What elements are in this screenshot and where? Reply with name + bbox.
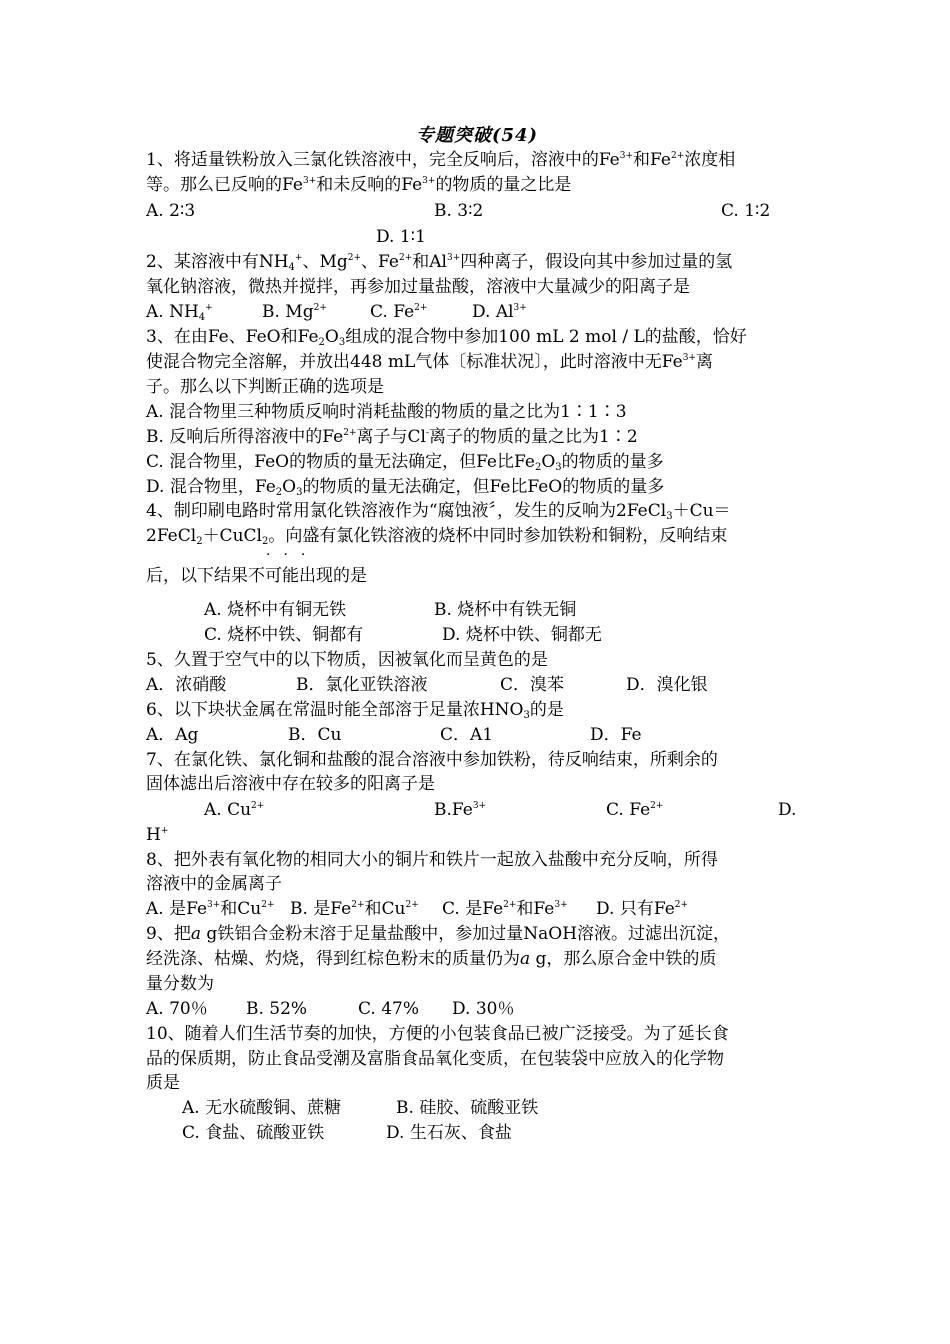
q9-option-c: C. 47% bbox=[358, 999, 419, 1019]
q7-stem-line2: 固体滤出后溶液中存在较多的阳离子是 bbox=[146, 774, 435, 794]
q10-option-d: D. 生石灰、食盐 bbox=[386, 1123, 512, 1143]
q5-stem: 5、久置于空气中的以下物质，因被氧化而呈黄色的是 bbox=[146, 650, 548, 670]
q4-option-a: A. 烧杯中有铜无铁 bbox=[204, 600, 347, 620]
q9-stem-line2: 经洗涤、枯燥、灼烧，得到红棕色粉末的质量仍为a g，那么原合金中铁的质 bbox=[146, 949, 717, 969]
q9-stem-line1: 9、把a g铁铝合金粉末溶于足量盐酸中，参加过量NaOH溶液。过滤出沉淀， bbox=[146, 924, 731, 944]
q10-stem-line2: 品的保质期，防止食品受潮及富脂食品氧化变质，在包装袋中应放入的化学物 bbox=[146, 1049, 724, 1069]
q4-option-c: C. 烧杯中铁、铜都有 bbox=[204, 625, 364, 645]
q3-option-a: A. 混合物里三种物质反响时消耗盐酸的物质的量之比为1∶1∶3 bbox=[146, 402, 627, 422]
q6-option-b: B．Cu bbox=[288, 725, 342, 745]
q2-option-a: A. $NH_4^+$ bbox=[146, 302, 213, 323]
q9-option-d: D. 30％ bbox=[452, 999, 515, 1019]
q10-stem-line1: 10、随着人们生活节奏的加快，方便的小包装食品已被广泛接受。为了延长食 bbox=[146, 1024, 729, 1044]
q8-option-a: A. 是$Fe^{3+}$和$Cu^{2+}$ bbox=[146, 899, 275, 919]
q8-stem-line2: 溶液中的金属离子 bbox=[146, 874, 282, 894]
q2-option-b: B. $Mg^{2+}$ bbox=[262, 302, 327, 322]
q3-option-d: D. 混合物里，$Fe_2O_3$的物质的量无法确定，但Fe比FeO的物质的量多 bbox=[146, 477, 665, 498]
q3-stem-line1: 3、在由Fe、FeO和$Fe_2O_3$组成的混合物中参加100 mL 2 mol / L的盐酸，恰好 bbox=[146, 327, 747, 348]
q2-stem-line2: 氧化钠溶液，微热并搅拌，再参加过量盐酸，溶液中大量减少的阳离子是 bbox=[146, 277, 690, 297]
q8-stem-line1: 8、把外表有氧化物的相同大小的铜片和铁片一起放入盐酸中充分反响，所得 bbox=[146, 850, 718, 870]
q4-stem-line1: 4、制印刷电路时常用氯化铁溶液作为“腐蚀液〞，发生的反响为2FeCl$_3$＋Cu＝ bbox=[146, 501, 731, 522]
q7-option-d: H+ bbox=[146, 825, 169, 845]
q1-option-a: A. 2∶3 bbox=[146, 201, 196, 221]
q6-stem: 6、以下块状金属在常温时能全部溶于足量浓$HNO_3$的是 bbox=[146, 700, 564, 721]
q5-option-d: D．溴化银 bbox=[626, 675, 708, 695]
q6-option-d: D．Fe bbox=[590, 725, 642, 745]
q3-option-b: B. 反响后所得溶液中的$Fe^{2+}$离子与Cl-离子的物质的量之比为1∶2 bbox=[146, 427, 638, 447]
q5-option-c: C．溴苯 bbox=[500, 675, 565, 695]
q1-stem-line1: 1、将适量铁粉放入三氯化铁溶液中，完全反响后，溶液中的$Fe^{3+}$和$Fe^{2+}$浓度相 bbox=[146, 150, 736, 170]
q10-option-c: C. 食盐、硫酸亚铁 bbox=[182, 1123, 325, 1143]
q1-option-d: D. 1∶1 bbox=[376, 227, 426, 247]
q8-option-b: B. 是$Fe^{2+}$和$Cu^{2+}$ bbox=[290, 899, 419, 919]
q5-option-a: A．浓硝酸 bbox=[146, 675, 227, 695]
q2-option-c: C. $Fe^{2+}$ bbox=[370, 302, 428, 322]
q6-option-c: C．A1 bbox=[440, 725, 494, 745]
emphasis-dots: ··· bbox=[266, 547, 319, 563]
q4-stem-line3: 后，以下结果不可能出现的是 bbox=[146, 566, 367, 586]
q10-option-a: A. 无水硫酸铜、蔗糖 bbox=[182, 1098, 342, 1118]
q4-stem-line2: 2FeCl$_2$＋CuCl$_2$。向盛有氯化铁溶液的烧杯中同时参加铁粉和铜粉，反响结束 bbox=[146, 526, 728, 547]
q1-stem-line2: 等。那么已反响的$Fe^{3+}$和未反响的$Fe^{3+}$的物质的量之比是 bbox=[146, 175, 572, 195]
q10-stem-line3: 质是 bbox=[146, 1073, 180, 1093]
page-title: 专题突破(54) bbox=[415, 125, 539, 146]
q2-option-d: D. $Al^{3+}$ bbox=[472, 302, 527, 322]
q7-option-d-label: D. bbox=[778, 800, 797, 820]
q7-option-a: A. $Cu^{2+}$ bbox=[204, 800, 265, 820]
q9-option-a: A. 70％ bbox=[146, 999, 208, 1019]
q7-option-b: $B.Fe^{3+}$ bbox=[434, 800, 487, 820]
q9-stem-line3: 量分数为 bbox=[146, 974, 214, 994]
q6-option-a: A．Ag bbox=[146, 725, 199, 745]
q8-option-c: C. 是$Fe^{2+}$和$Fe^{3+}$ bbox=[442, 899, 568, 919]
q3-stem-line3: 子。那么以下判断正确的选项是 bbox=[146, 377, 384, 397]
q7-option-c: C. $Fe^{2+}$ bbox=[606, 800, 664, 820]
q1-option-b: B. 3∶2 bbox=[434, 201, 484, 221]
q4-option-b: B. 烧杯中有铁无铜 bbox=[434, 600, 577, 620]
q1-option-c: C. 1∶2 bbox=[721, 201, 771, 221]
q2-stem-line1: 2、某溶液中有$NH_4^+$、$Mg^{2+}$、$Fe^{2+}$和$Al^{3+}$四种离子，假设向其中参加过量的氢 bbox=[146, 252, 733, 273]
q7-stem-line1: 7、在氯化铁、氯化铜和盐酸的混合溶液中参加铁粉，待反响结束，所剩余的 bbox=[146, 750, 718, 770]
q5-option-b: B．氯化亚铁溶液 bbox=[296, 675, 428, 695]
q3-stem-line2: 使混合物完全溶解，并放出448 mL气体〔标准状况〕，此时溶液中无$Fe^{3+}$离 bbox=[146, 352, 713, 372]
q8-option-d: D. 只有$Fe^{2+}$ bbox=[596, 899, 689, 919]
q10-option-b: B. 硅胶、硫酸亚铁 bbox=[396, 1098, 539, 1118]
q9-option-b: B. 52% bbox=[246, 999, 308, 1019]
q3-option-c: C. 混合物里，FeO的物质的量无法确定，但Fe比$Fe_2O_3$的物质的量多 bbox=[146, 452, 664, 473]
q4-option-d: D. 烧杯中铁、铜都无 bbox=[442, 625, 602, 645]
